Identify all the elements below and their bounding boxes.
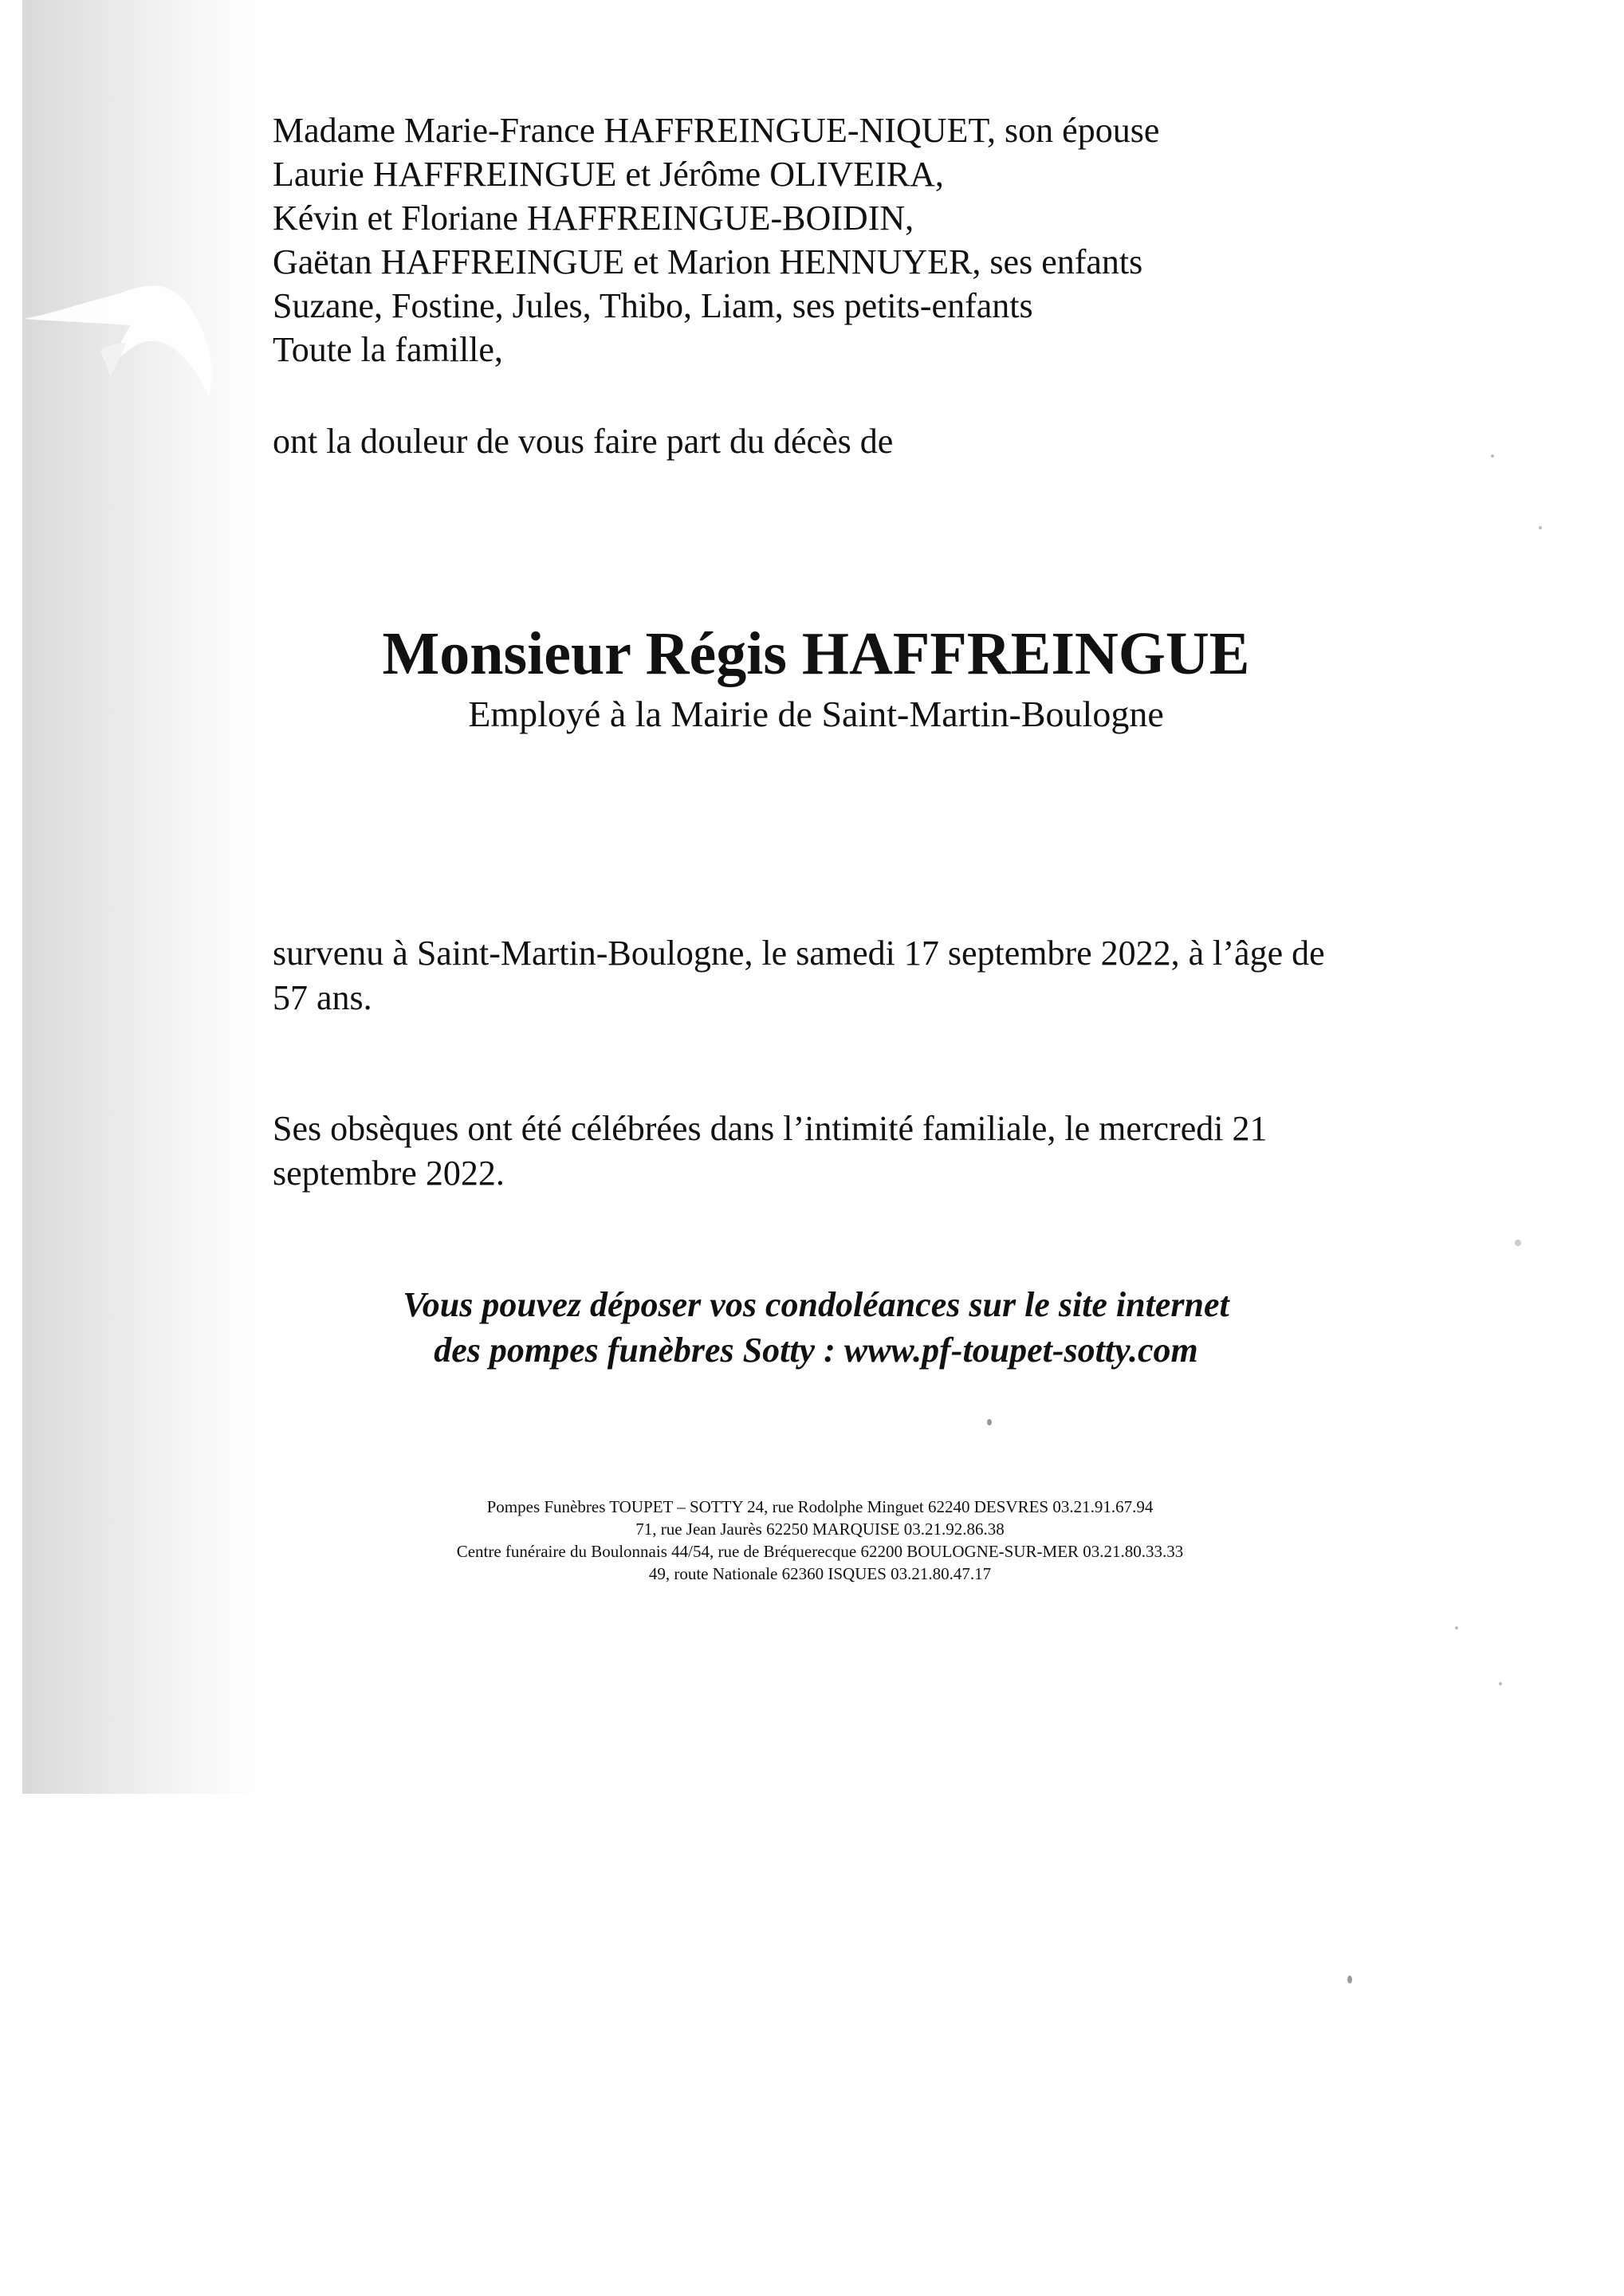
family-line-child-1: Laurie HAFFREINGUE et Jérôme OLIVEIRA,: [273, 155, 944, 194]
scan-speck: [987, 1419, 992, 1425]
scan-speck: [1455, 1626, 1458, 1630]
intro-text: ont la douleur de vous faire part du décès de: [273, 422, 894, 461]
scan-speck: [1539, 526, 1542, 529]
family-line-all-family: Toute la famille,: [273, 330, 503, 369]
scan-speck: [1515, 1240, 1521, 1246]
deceased-role: Employé à la Mairie de Saint-Martin-Boulogne: [468, 694, 1164, 734]
deceased-name: Monsieur Régis HAFFREINGUE: [382, 620, 1250, 687]
funeral-home-footer: [0, 1496, 1624, 1585]
family-line-spouse: Madame Marie-France HAFFREINGUE-NIQUET, son épouse: [273, 111, 1160, 150]
footer-line-desvres: Pompes Funèbres TOUPET – SOTTY 24, rue Rodolphe Minguet 62240 DESVRES 03.21.91.67.94: [486, 1497, 1154, 1516]
condolences-line-2: des pompes funèbres Sotty : www.pf-toupet-sotty.com: [434, 1331, 1198, 1370]
family-list: [273, 108, 1389, 372]
condolences-line-1: Vous pouvez déposer vos condoléances sur le site internet: [403, 1285, 1229, 1324]
scan-speck: [1491, 454, 1494, 458]
scan-speck: [1499, 1682, 1502, 1685]
family-line-grandchildren: Suzane, Fostine, Jules, Thibo, Liam, ses petits-enfants: [273, 286, 1033, 325]
seagull-icon: [24, 263, 223, 407]
death-notice: survenu à Saint-Martin-Boulogne, le samedi 17 septembre 2022, à l’âge de 57 ans.: [273, 934, 1325, 1017]
footer-line-boulogne: Centre funéraire du Boulonnais 44/54, rue de Bréquerecque 62200 BOULOGNE-SUR-MER 03.21.80.33.33: [456, 1542, 1184, 1561]
footer-line-isques: 49, route Nationale 62360 ISQUES 03.21.80.47.17: [648, 1564, 992, 1583]
condolences-notice: [0, 1282, 1624, 1373]
scan-speck: [1347, 1976, 1352, 1983]
family-line-child-3: Gaëtan HAFFREINGUE et Marion HENNUYER, ses enfants: [273, 242, 1143, 281]
family-line-child-2: Kévin et Floriane HAFFREINGUE-BOIDIN,: [273, 199, 914, 238]
funeral-notice: Ses obsèques ont été célébrées dans l’intimité familiale, le mercredi 21 septembre 2022.: [273, 1109, 1268, 1193]
footer-line-marquise: 71, rue Jean Jaurès 62250 MARQUISE 03.21.92.86.38: [635, 1520, 1005, 1539]
